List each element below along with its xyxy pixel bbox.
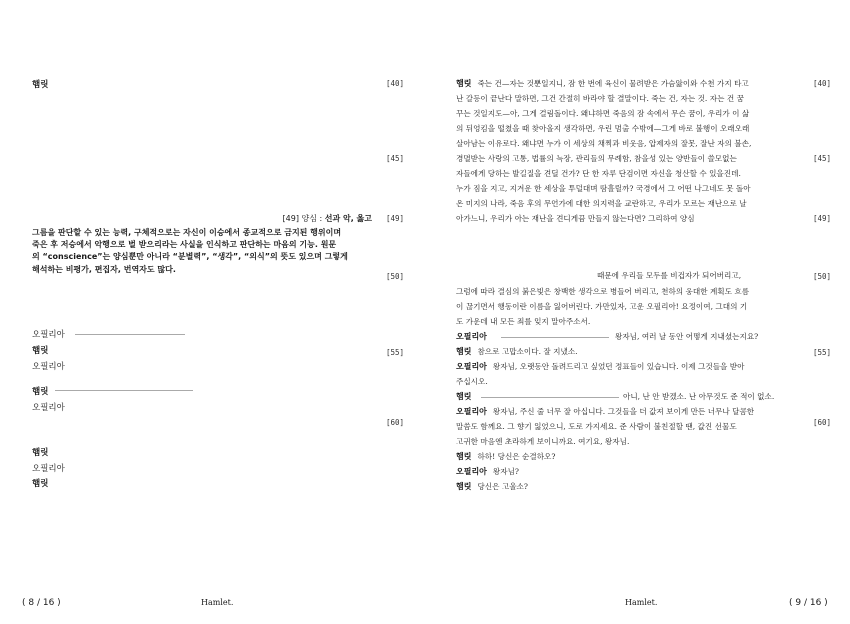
dialogue-line: 오필리아 왕자님, 오랫동안 돌려드리고 싶었던 정표들이 있습니다. 이제 그것들을 받아 — [456, 362, 745, 371]
line-number-49: [49] — [386, 214, 405, 223]
speaker-hamlet: 햄릿 — [32, 479, 49, 489]
speaker-ophelia: 오필리아 — [456, 362, 487, 371]
speaker-hamlet: 햄릿 — [32, 80, 49, 90]
footnote-ref: [49] 양심 : — [282, 214, 323, 223]
speaker-hamlet: 햄릿 — [32, 448, 49, 458]
dialogue-text: 왕자님, 여러 날 동안 어떻게 지내셨는지요? — [615, 332, 759, 341]
text-line: 때문에 우리들 모두를 비겁자가 되어버리고, — [597, 271, 742, 280]
text-line: 이 끊기면서 행동이란 이름을 잃어버린다. 가만있자, 고운 오필리아! 요정이여, 그대의 기 — [456, 302, 748, 311]
dialogue-line: 햄릿 당신은 고울소? — [456, 482, 528, 491]
footer-title: Hamlet. — [625, 598, 658, 607]
text-line: 자들에게 당하는 발길질을 견딜 건가? 단 한 자루 단검이면 자신을 청산할 수 있을진데. — [456, 169, 741, 178]
speaker-ophelia: 오필리아 — [32, 464, 65, 474]
line-number-50: [50] — [386, 272, 405, 281]
dialogue-rule — [481, 397, 619, 398]
line-number-40: [40] — [813, 79, 832, 88]
text-line: 경멸받는 사랑의 고통, 법률의 늑장, 관리들의 무례함, 참을성 있는 양반들이 쓸모없는 — [456, 154, 737, 163]
text-line: 살아남는 이유로다. 왜냐면 누가 이 세상의 채찍과 비웃음, 압제자의 잘못, 잘난 자의 불손, — [456, 139, 752, 148]
footnote-body — [32, 227, 372, 276]
text-line: 온 미지의 나라, 죽음 후의 무언가에 대한 의지력을 교란하고, 우리가 모르는 재난으로 날 — [456, 199, 747, 208]
speaker-hamlet: 햄릿 — [456, 482, 472, 491]
footnote-line: 의 “conscience”는 양심뿐만 아니라 “분별력”, “생각”, “의식”의 뜻도 있으며 그렇게 — [32, 252, 348, 262]
footnote-line: 해석하는 비평가, 편집자, 번역자도 많다. — [32, 264, 176, 274]
footnote-line: 죽은 후 저승에서 악행으로 벌 받으리라는 사실을 인식하고 판단하는 마음의 기능. 원문 — [32, 240, 337, 250]
page-number: ( 8 / 16 ) — [22, 598, 61, 608]
speaker-hamlet: 햄릿 — [456, 79, 472, 88]
line-number-55: [55] — [813, 348, 832, 357]
speaker-ophelia: 오필리아 — [32, 330, 65, 340]
line-number-60: [60] — [386, 418, 405, 427]
text-line: 누가 짐을 지고, 지겨운 한 세상을 투덜대며 땀흘릴까? 국경에서 그 어떤 나그네도 못 돌아 — [456, 184, 751, 193]
dialogue-line: 오필리아 왕자님, 주신 줄 너무 잘 아십니다. 그것들을 더 값져 보이게 만든 너무나 달콤한 — [456, 407, 755, 416]
speaker-ophelia: 오필리아 — [32, 403, 65, 413]
line-number-40: [40] — [386, 79, 405, 88]
dialogue-line: 오필리아 왕자님? — [456, 467, 519, 476]
line-number-55: [55] — [386, 348, 405, 357]
line-number-49: [49] — [813, 214, 832, 223]
speaker-hamlet: 햄릿 — [32, 387, 49, 397]
line-number-50: [50] — [813, 272, 832, 281]
speaker-hamlet: 햄릿 — [456, 347, 472, 356]
speaker-ophelia: 오필리아 — [456, 467, 487, 476]
dialogue-rule — [501, 337, 609, 338]
speaker-ophelia: 오필리아 — [456, 332, 487, 341]
line-number-45: [45] — [386, 154, 405, 163]
text-line: 아가느니, 우리가 아는 재난을 견디게끔 만들지 않는다면? 그리하여 양심 — [456, 214, 695, 223]
speaker-hamlet: 햄릿 — [32, 346, 49, 356]
right-page — [425, 0, 850, 624]
text-line: 난 갈등이 끝난다 말하면, 그건 간절히 바라야 할 결말이다. 죽는 건, 자는 것. 자는 건 꿈 — [456, 94, 744, 103]
text-line: 햄릿 죽는 건—자는 것뿐일지니, 잠 한 번에 육신이 물려받은 가슴앓이와 수천 가지 타고 — [456, 79, 749, 88]
dialogue-line — [456, 391, 477, 402]
footnote-heading — [200, 213, 372, 224]
dialogue-line: 말씀도 함께요. 그 향기 잃었으니, 도로 가지세요. 준 사람이 불친절할 땐, 값진 선물도 — [456, 422, 737, 431]
speaker-ophelia: 오필리아 — [456, 407, 487, 416]
dialogue-rule — [75, 334, 185, 335]
dialogue-line: 햄릿 참으로 고맙소이다. 잘 지냈소. — [456, 347, 578, 356]
speaker-hamlet: 햄릿 — [456, 392, 472, 401]
footnote-line: 그름을 판단할 수 있는 능력, 구체적으로는 자신이 이승에서 종교적으로 금지된 행위이며 — [32, 228, 342, 237]
text-line: 도 가운데 내 모든 죄를 잊지 말아주소서. — [456, 317, 591, 326]
line-number-60: [60] — [813, 418, 832, 427]
speaker-hamlet: 햄릿 — [456, 452, 472, 461]
dialogue-rule — [55, 390, 193, 391]
page-number: ( 9 / 16 ) — [789, 598, 828, 608]
dialogue-line — [456, 331, 493, 342]
text-line: 꾸는 것일지도—아, 그게 걸림돌이다. 왜냐하면 죽음의 잠 속에서 무슨 꿈이, 우리가 이 삶 — [456, 109, 750, 118]
text-line: 의 뒤엉킴을 떨쳤을 때 찾아올지 생각하면, 우린 멈출 수밖에—그게 바로 불행이 오래오래 — [456, 124, 750, 133]
line-number-45: [45] — [813, 154, 832, 163]
speaker-ophelia: 오필리아 — [32, 362, 65, 372]
footnote-keyword: 선과 악, 옳고 — [324, 214, 372, 223]
dialogue-text: 아니, 난 안 받겠소. 난 아무것도 준 적이 없소. — [623, 392, 775, 401]
dialogue-line: 주십시오. — [456, 377, 488, 386]
text-line: 그럼에 따라 결심의 붉은빛은 창백한 생각으로 병들어 버리고, 천하의 웅대한 계획도 흐름 — [456, 287, 750, 296]
dialogue-line: 햄릿 하하! 당신은 순결하오? — [456, 452, 556, 461]
footer-title: Hamlet. — [201, 598, 234, 607]
dialogue-line: 고귀한 마음엔 초라하게 보이니까요. 여기요, 왕자님. — [456, 437, 630, 446]
